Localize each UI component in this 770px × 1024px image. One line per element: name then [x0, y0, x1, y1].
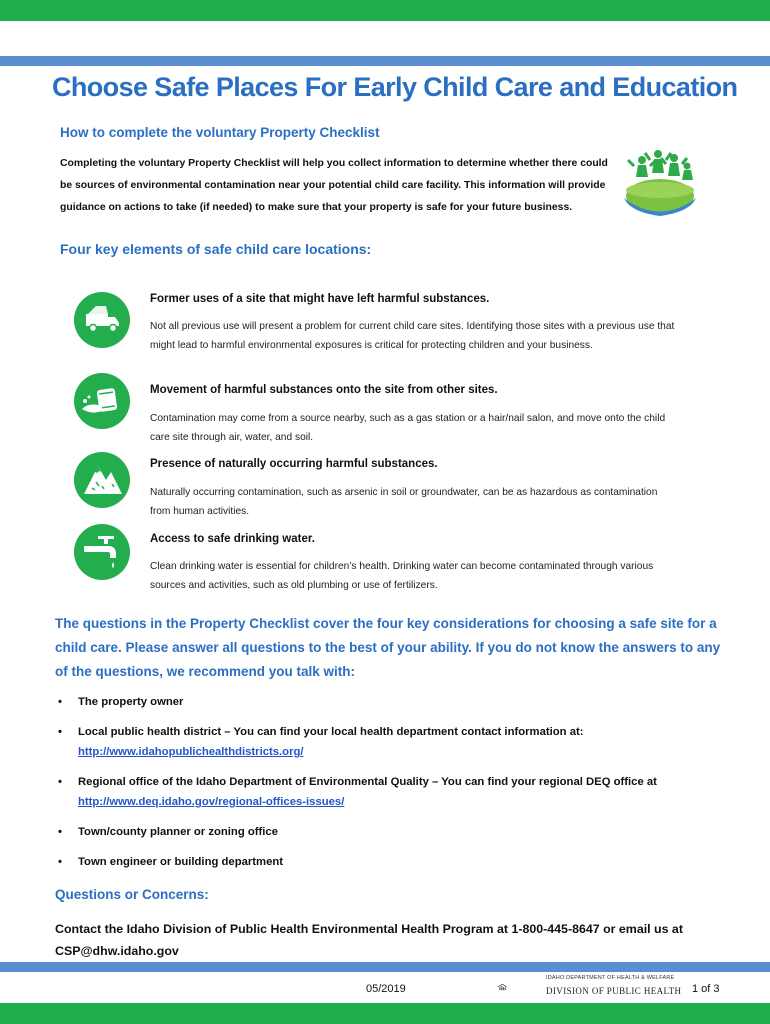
element-3-title: Presence of naturally occurring harmful substances. [150, 458, 438, 470]
truck-icon [74, 292, 130, 348]
element-4-description: Clean drinking water is essential for children’s health. Drinking water can become contaminated through various sources and activities, such as old plumbing or use of fertilizers. [150, 561, 654, 591]
top-blue-band [0, 56, 770, 66]
questions-paragraph: The questions in the Property Checklist cover the four key considerations for choosing a safe site for a child care. Please answer all questions to the best of your ability. If you do not know the answers to any of the questions, we recommend you talk with: [55, 616, 721, 679]
list-item [55, 722, 735, 762]
bottom-green-band [0, 1003, 770, 1024]
list-item [55, 822, 735, 842]
bullet-text: The property owner [78, 696, 184, 708]
deq-regional-offices-link[interactable]: http://www.deq.idaho.gov/regional-offices-issues/ [78, 796, 345, 808]
checklist-subheading: How to complete the voluntary Property Checklist [60, 125, 380, 140]
page-number: 1 of 3 [692, 983, 720, 995]
bullet-icon: • [58, 726, 62, 738]
contact-paragraph: Contact the Idaho Division of Public Health Environmental Health Program at 1-800-445-8647 or email us at CSP@dhw.idaho.gov [55, 922, 683, 958]
page-title: Choose Safe Places For Early Child Care and Education [52, 72, 738, 102]
footer-division-line: DIVISION OF PUBLIC HEALTH [546, 986, 682, 996]
top-green-band [0, 0, 770, 21]
element-1-description: Not all previous use will present a problem for current child care sites. Identifying those sites with a previous use that might lead to harmful environmental exposures is critical for protecting children and your business. [150, 321, 675, 351]
children-globe-logo-icon [620, 146, 700, 222]
mountain-icon [74, 452, 130, 508]
bullet-text: Regional office of the Idaho Department of Environmental Quality – You can find your regional DEQ office at [78, 776, 657, 788]
element-1-title: Former uses of a site that might have left harmful substances. [150, 293, 490, 305]
idhw-logo-icon [497, 971, 543, 1003]
bullet-icon: • [58, 856, 62, 868]
intro-paragraph: Completing the voluntary Property Checklist will help you collect information to determine whether there could be sources of environmental contamination near your potential child care facility. This information will provide guidance on actions to take (if needed) to make sure that your property is safe for your future business. [60, 158, 608, 213]
contacts-list [55, 692, 735, 872]
health-districts-link[interactable]: http://www.idahopublichealthdistricts.org/ [78, 746, 304, 758]
list-item [55, 692, 735, 712]
bullet-icon: • [58, 776, 62, 788]
spilled-barrel-icon [74, 373, 130, 429]
element-3-description: Naturally occurring contamination, such as arsenic in soil or groundwater, can be as hazardous as contamination from human activities. [150, 487, 658, 517]
bullet-text: Local public health district – You can find your local health department contact information at: [78, 726, 584, 738]
bottom-blue-band [0, 962, 770, 972]
footer-date: 05/2019 [366, 983, 406, 995]
footer-agency-line: IDAHO DEPARTMENT OF HEALTH & WELFARE [546, 975, 675, 981]
list-item [55, 772, 735, 812]
concerns-heading: Questions or Concerns: [55, 887, 209, 902]
element-4-title: Access to safe drinking water. [150, 533, 315, 545]
bullet-text: Town engineer or building department [78, 856, 284, 868]
element-2-description: Contamination may come from a source nearby, such as a gas station or a hair/nail salon, and move onto the child care site through air, water, and soil. [150, 413, 666, 443]
bullet-icon: • [58, 696, 62, 708]
element-2-title: Movement of harmful substances onto the site from other sites. [150, 384, 498, 396]
faucet-icon [74, 524, 130, 580]
key-elements-heading: Four key elements of safe child care locations: [60, 241, 372, 257]
bullet-text: Town/county planner or zoning office [78, 826, 278, 838]
bullet-icon: • [58, 826, 62, 838]
list-item [55, 852, 735, 872]
